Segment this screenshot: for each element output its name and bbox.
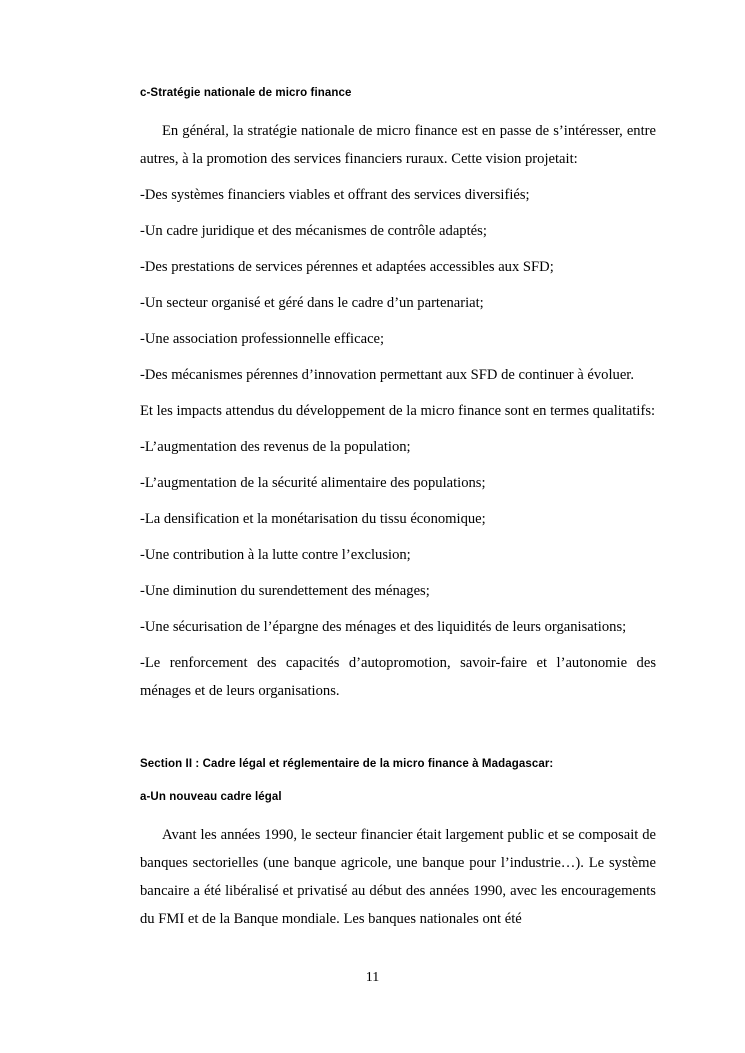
list-item-densification-monetarisation: -La densification et la monétarisation du tissu économique;: [140, 510, 486, 527]
list-item-mecanismes-innovation: -Des mécanismes pérennes d’innovation permettant aux SFD de continuer à évoluer.: [140, 366, 635, 383]
page-content: [140, 86, 656, 941]
paragraph-impacts-attendus: Et les impacts attendus du développement de la micro finance sont en termes qualitatifs:: [140, 402, 656, 419]
list-item-lutte-exclusion: -Une contribution à la lutte contre l’exclusion;: [140, 546, 411, 563]
page-number: 11: [365, 970, 380, 985]
list-item-securite-alimentaire: -L’augmentation de la sécurité alimentaire des populations;: [140, 474, 486, 491]
paragraph-intro: En général, la stratégie nationale de micro finance est en passe de s’intéresser, entre autres, à la promotion des services financiers ruraux. Cette vision projetait:: [140, 122, 656, 167]
list-item-association-professionnelle: -Une association professionnelle efficace;: [140, 330, 385, 347]
list-item-prestations-services: -Des prestations de services pérennes et adaptées accessibles aux SFD;: [140, 258, 554, 275]
list-item-renforcement-capacites: -Le renforcement des capacités d’autopromotion, savoir-faire et l’autonomie des ménages et de leurs organisations.: [140, 654, 656, 699]
list-item-secteur-organise: -Un secteur organisé et géré dans le cadre d’un partenariat;: [140, 294, 484, 311]
list-item-securisation-epargne: -Une sécurisation de l’épargne des ménages et des liquidités de leurs organisations;: [140, 618, 627, 635]
heading-nouveau-cadre-legal: a-Un nouveau cadre légal: [140, 790, 282, 803]
heading-strategie-nationale: c-Stratégie nationale de micro finance: [140, 87, 352, 99]
list-item-surendettement-menages: -Une diminution du surendettement des ménages;: [140, 582, 430, 599]
paragraph-secteur-financier: Avant les années 1990, le secteur financier était largement public et se composait de banques sectorielles (une banque agricole, une banque pour l’industrie…). Le système bancaire a été libéralisé et privatisé au début des années 1990, avec les encouragements du FMI et de la Banque mondiale. Les banques nationales ont été: [140, 826, 656, 927]
heading-section-ii: Section II : Cadre légal et réglementaire de la micro finance à Madagascar:: [140, 757, 554, 770]
list-item-augmentation-revenus: -L’augmentation des revenus de la population;: [140, 438, 411, 455]
list-item-cadre-juridique: -Un cadre juridique et des mécanismes de contrôle adaptés;: [140, 222, 487, 239]
section-spacer: [140, 713, 656, 757]
list-item-systemes-financiers: -Des systèmes financiers viables et offrant des services diversifiés;: [140, 186, 530, 203]
